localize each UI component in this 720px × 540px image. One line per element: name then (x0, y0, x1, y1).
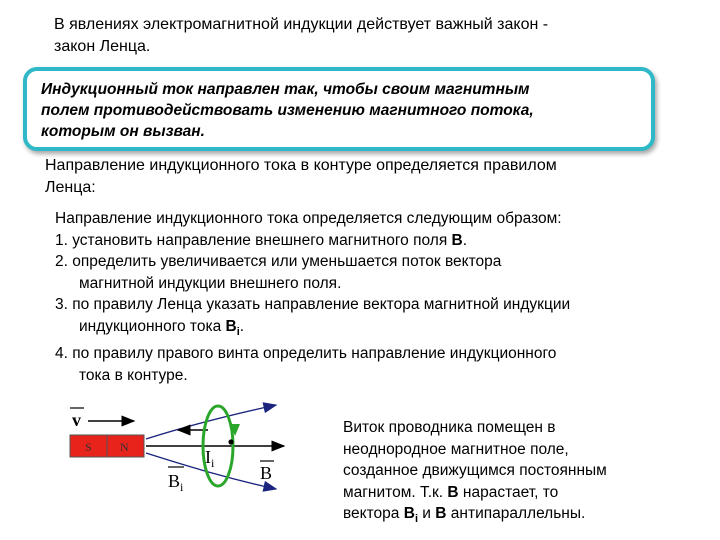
caption-line-1: Виток проводника помещен в (343, 419, 556, 436)
intro-line-1: В явлениях электромагнитной индукции действует важный закон - (54, 16, 549, 33)
step-3-end: . (239, 317, 245, 335)
current-label-sub: i (211, 456, 215, 470)
caption-line-5-sub: i (414, 513, 418, 526)
step-1-end: . (462, 231, 468, 249)
caption-line-5-b: B (403, 505, 415, 522)
caption-line-5-mid: и (418, 505, 436, 522)
lenz-law-box (23, 67, 655, 151)
bi-label-main: B (168, 471, 181, 491)
step-1-text: 1. установить направление внешнего магнитного поля (55, 231, 452, 249)
caption-line-4-text: магнитом. Т.к. (343, 483, 448, 501)
intro-line-2: закон Ленца. (54, 38, 151, 55)
caption-line-4 (343, 482, 673, 504)
step-3-sub: i (236, 325, 240, 338)
step-1 (55, 230, 675, 252)
steps-heading: Направление индукционного тока определяется следующим образом: (55, 210, 562, 227)
magnet-diagram (60, 395, 330, 505)
caption-line-4-end: нарастает, то (458, 483, 559, 501)
bi-label-sub: i (180, 480, 184, 494)
steps-list (55, 208, 675, 386)
caption-line-5-end: антипараллельны. (446, 505, 586, 522)
direction-line-1: Направление индукционного тока в контуре определяется правилом (45, 157, 557, 174)
lenz-law-line-2: полем противодействовать изменению магнитного потока, (41, 102, 534, 119)
caption-line-3: созданное движущимся постоянным (343, 462, 607, 479)
current-dot (228, 439, 233, 444)
caption-line-5-b2: B (435, 505, 447, 522)
caption-line-5-text: вектора (343, 505, 404, 522)
step-2-line-1: 2. определить увеличивается или уменьшается поток вектора (55, 253, 502, 270)
magnet-n-label: N (120, 440, 129, 454)
step-4-line-1: 4. по правилу правого винта определить направление индукционного (55, 345, 557, 363)
velocity-label: v (72, 410, 81, 430)
direction-text (45, 155, 645, 199)
lenz-law-text (41, 79, 641, 142)
step-3-line-1: 3. по правилу Ленца указать направление вектора магнитной индукции (55, 296, 571, 313)
step-4-line-2: тока в контуре. (79, 366, 188, 384)
diagram-caption (343, 417, 673, 531)
step-2-line-2: магнитной индукции внешнего поля. (79, 274, 342, 292)
caption-line-2: неоднородное магнитное поле, (343, 440, 569, 458)
current-label (205, 447, 215, 470)
caption-line-5 (343, 503, 673, 531)
step-3-text: индукционного тока (79, 317, 226, 335)
intro-text (54, 14, 644, 58)
b-label: B (260, 463, 273, 483)
step-1-b: B (451, 231, 463, 249)
step-3-b: B (225, 317, 237, 335)
current-label-main: I (205, 447, 211, 467)
step-3-line-2 (55, 316, 675, 344)
lenz-law-line-1: Индукционный ток направлен так, чтобы своим магнитным (41, 81, 530, 98)
caption-line-4-b: B (447, 483, 459, 501)
magnet-s-label: S (85, 440, 92, 454)
lenz-law-line-3: которым он вызван. (41, 123, 205, 140)
bi-label (168, 471, 184, 494)
direction-line-2: Ленца: (45, 179, 96, 196)
